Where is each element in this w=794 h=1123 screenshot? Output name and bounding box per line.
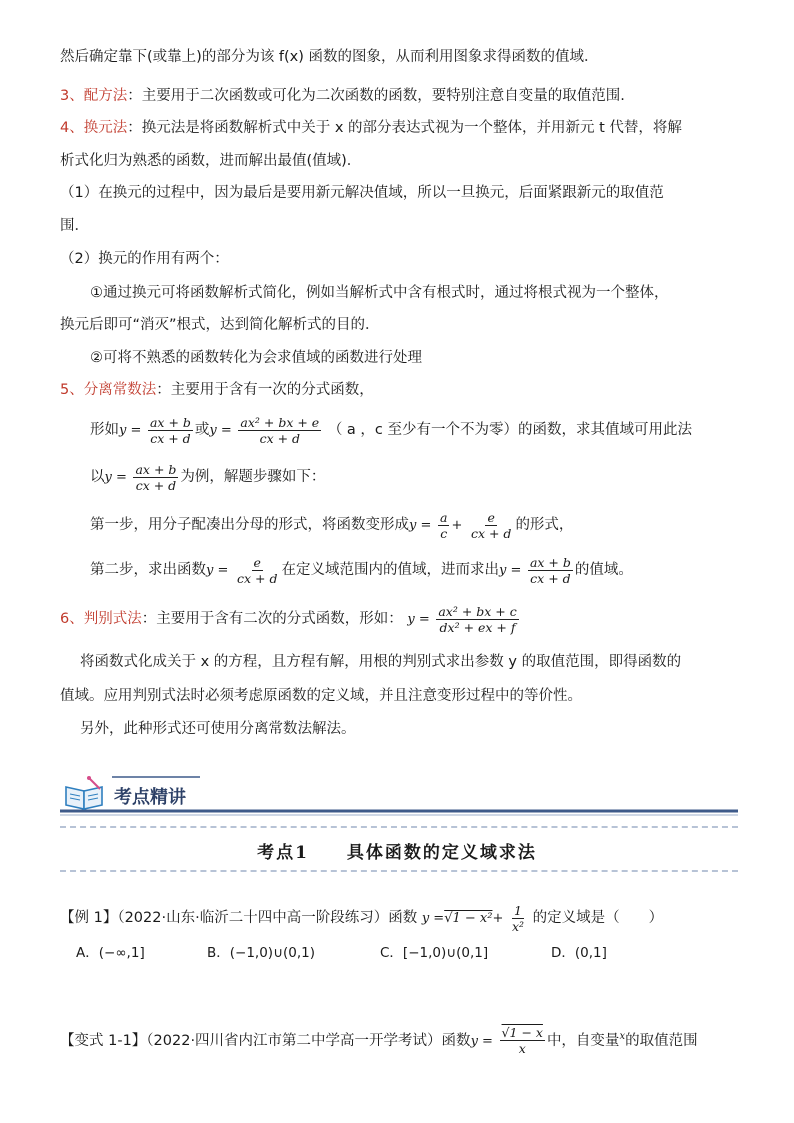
option-a[interactable]: A．(−∞,1]: [76, 945, 145, 961]
text: 第一步，用分子配凑出分母的形式，将函数变形成: [90, 517, 409, 533]
example-question: [60, 902, 663, 935]
denominator: cx + d: [470, 525, 512, 541]
method-6: [60, 602, 521, 637]
variant-question: [60, 1020, 698, 1059]
math: y =: [407, 612, 430, 627]
math: y =: [104, 470, 127, 485]
section-banner: [60, 775, 738, 817]
text: 在定义域范围内的值域，进而求出: [281, 562, 499, 578]
formula-line: [90, 460, 325, 495]
numerator: a: [439, 509, 448, 525]
math: y =: [498, 563, 522, 578]
formula-line: [90, 553, 633, 588]
math: y =: [470, 1033, 493, 1049]
math: x: [619, 1031, 626, 1042]
fraction: [436, 604, 518, 635]
numerator: ax + b: [149, 414, 191, 430]
method-5: [60, 380, 374, 400]
math: y =: [421, 911, 445, 926]
banner-title: 考点精讲: [114, 787, 186, 808]
option-b[interactable]: B．(−1,0)∪(0,1): [207, 945, 315, 961]
text-line: （1）在换元的过程中，因为最后是要用新元解决值域，所以一旦换元，后面紧跟新元的取值范: [60, 185, 664, 201]
book-icon: [66, 776, 102, 809]
text-line: 析式化归为熟悉的函数，进而解出最值(值域)．: [60, 153, 362, 169]
denominator: x: [518, 1041, 526, 1057]
text-line: （2）换元的作用有两个：: [60, 251, 229, 267]
formula-line: [90, 413, 692, 448]
text: 的取值范围: [625, 1032, 698, 1049]
method-number: 4、: [60, 120, 84, 136]
formula-line: [90, 508, 573, 543]
denominator: cx + d: [530, 570, 571, 586]
method-number: 6、: [60, 611, 84, 627]
text-line: 另外，此种形式还可使用分离常数法解法。: [80, 721, 356, 737]
text: 形如: [90, 422, 119, 438]
denominator: dx² + ex + f: [439, 619, 516, 635]
method-number: 5、: [60, 382, 84, 398]
fraction: [469, 510, 513, 541]
text: 第二步，求出函数: [90, 562, 206, 578]
text-line: 将函数式化成关于 x 的方程，且方程有解，用根的判别式求出参数 y 的取值范围，即得函数的: [80, 654, 682, 670]
method-name: 换元法: [83, 120, 128, 136]
text: 为例，解题步骤如下：: [180, 469, 326, 485]
math: y =: [206, 563, 229, 578]
math-sqrt: √1 − x²: [444, 911, 493, 926]
fraction: [238, 415, 321, 446]
method-4: [60, 118, 682, 138]
option-d[interactable]: D．(0,1]: [551, 945, 607, 961]
numerator: ax + b: [135, 461, 177, 477]
text: 【变式 1-1】（2022·四川省内江市第二中学高一开学考试）函数: [60, 1032, 471, 1049]
fraction: [133, 462, 178, 493]
method-3: [60, 86, 625, 106]
denominator: cx + d: [135, 477, 177, 493]
numerator: e: [487, 509, 495, 525]
numerator: e: [253, 554, 261, 570]
divider: [60, 870, 738, 872]
denominator: c: [440, 525, 448, 541]
numerator: √1 − x: [501, 1025, 543, 1041]
math: y =: [409, 518, 432, 533]
fraction: [235, 555, 279, 586]
text: 或: [194, 422, 210, 438]
math: +: [451, 518, 463, 533]
numerator: ax² + bx + c: [438, 603, 517, 619]
fraction: [148, 415, 193, 446]
text-line: ①通过换元可将函数解析式简化，例如当解析式中含有根式时，通过将根式视为一个整体，: [90, 285, 669, 301]
fraction: [438, 510, 449, 541]
numerator: 1: [514, 902, 522, 918]
text: 的值域。: [574, 562, 633, 578]
math: +: [492, 911, 504, 926]
text-line: ②可将不熟悉的函数转化为会求值域的函数进行处理: [90, 350, 422, 366]
method-number: 3、: [60, 88, 84, 104]
method-name: 分离常数法: [83, 382, 157, 398]
numerator: ax + b: [529, 554, 571, 570]
text: 【例 1】（2022·山东·临沂二十四中高一阶段练习）函数: [60, 910, 418, 926]
option-c[interactable]: C．[−1,0)∪(0,1]: [380, 945, 489, 961]
kaodian-heading: 考点1 具体函数的定义域求法: [257, 843, 537, 863]
math: y =: [119, 423, 142, 438]
method-desc: ：主要用于含有一次的分式函数，: [156, 382, 374, 398]
method-desc: ：主要用于二次函数或可化为二次函数的函数，要特别注意自变量的取值范围.: [127, 88, 625, 104]
text: 以: [90, 469, 105, 485]
denominator: cx + d: [259, 430, 301, 446]
text-line: 换元后即可“消灭”根式，达到简化解析式的目的．: [60, 317, 380, 333]
text: 中，自变量: [546, 1032, 620, 1049]
method-name: 配方法: [83, 88, 128, 104]
math: y =: [209, 423, 232, 438]
text-line: 值域。应用判别式法时必须考虑原函数的定义域，并且注意变形过程中的等价性。: [60, 688, 582, 704]
denominator: cx + d: [150, 430, 191, 446]
text-line: 围．: [60, 218, 89, 234]
text: 的形式，: [515, 517, 574, 533]
denominator: cx + d: [236, 570, 278, 586]
divider: [60, 826, 738, 828]
fraction: [500, 1025, 545, 1056]
text: 的定义域是（ ）: [532, 910, 664, 926]
numerator: ax² + bx + e: [240, 414, 320, 430]
text: （ a ，c 至少有一个不为零）的函数，求其值域可用此法: [327, 422, 693, 438]
fraction: [510, 903, 526, 934]
fraction: [528, 555, 573, 586]
method-desc: ：换元法是将函数解析式中关于 x 的部分表达式视为一个整体，并用新元 t 代替，将解: [127, 120, 682, 136]
denominator: x²: [511, 918, 525, 934]
text-line: 然后确定靠下(或靠上)的部分为该 f(x) 函数的图象，从而利用图象求得函数的值域．: [60, 49, 599, 65]
method-desc: ：主要用于含有二次的分式函数，形如：: [141, 611, 403, 627]
method-name: 判别式法: [83, 611, 142, 627]
